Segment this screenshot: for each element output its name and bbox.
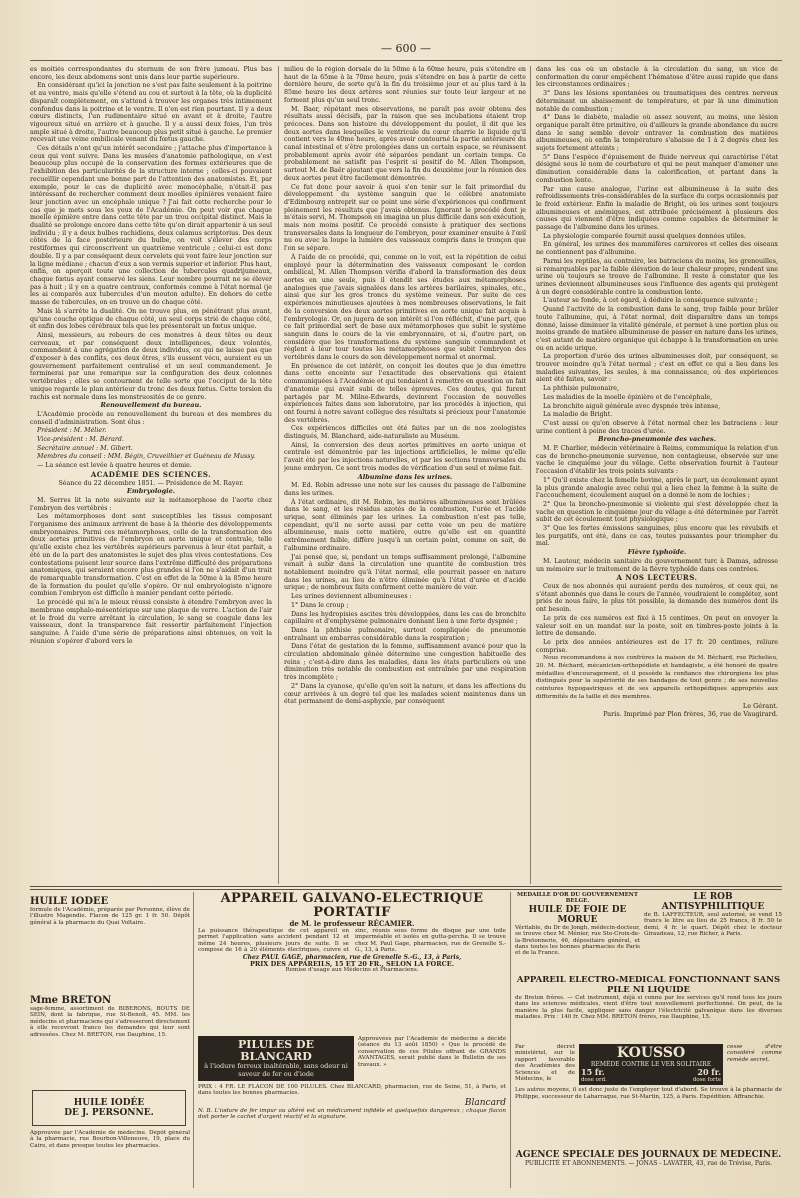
- ad-left-text: Par décret ministériel, sur le rapport favorable des Académies des Sciences et de Médecine, le: [515, 1044, 575, 1083]
- paragraph: Mais là s'arrête la dualité. On ne trouve plus, en pénétrant plus avant, qu'une couche optique de chaque côté, un seul corps strié de chaque côté, et enfin des lobes cérébraux tels que les présenterait un fœtus unique.: [30, 307, 272, 331]
- blancard-signature: Blancard: [464, 1097, 506, 1108]
- paragraph: Ces détails n'ont qu'un intérêt secondaire ; j'attache plus d'importance à ceux qui vont suivre. Dans les musées d'anatomie pathologique, on s'est beaucoup plus occupé de la conservation des formes extérieures que de l'exhibition des particularités de la structure interne ; celles-ci pouvaient recueillir cependant une bonne part de l'attention des anatomistes. Et, par exemple, pour le cas de duplicité avec monocéphalie, n'était-il pas intéressant de rechercher comment deux moelles épinières venaient faire leur jonction avec un encéphale unique ? J'ai fait cette recherche pour le cas que je mets sous les yeux de l'Académie. On peut voir que chaque moelle épinière entre dans cette tête par un trou occipital distinct. Mais la dualité se prolonge encore dans cette tête qu'on dirait appartenir à un seul individu ; il y a deux bulbes rachidiens, deux calamus scriptorius. Des deux côtés de la face postérieure du bulbe, on voit s'élever des corps restiformes qui circonscrivent un quatrième ventricule ; celui-ci est donc double. Il y a par conséquent deux cervelets qui vont faire leur jonction sur la ligne médiane ; chacun d'eux a son vermis superior et inferior. Plus haut, enfin, on aperçoit toute une collection de tubercules quadrijumeaux, chaque fœtus ayant conservé les siens. Leur nombre pourrait ne se élever pas à huit ; il y en a quatre centraux, conformés comme à l'état normal (je les ai comparés aux tubercules d'un mouton adulte). En dehors de cette masse de tubercules, on en trouve un de chaque côté.: [30, 145, 272, 307]
- paragraph: Le prix de ces numéros est fixé à 15 centimes. On peut en envoyer la valeur soit en un mandat sur la poste, soit en timbres-poste joints à la lettre de demande.: [536, 614, 778, 638]
- paragraph: dans les cas où un obstacle à la circulation du sang, un vice de conformation du cœur empêchent l'hématose d'être aussi rapide que dans les circonstances ordinaires ;: [536, 66, 778, 89]
- blancard-banner: [198, 1036, 354, 1081]
- paragraph: L'Académie procède au renouvellement du bureau et des membres du conseil d'administration. Sont élus :: [30, 410, 272, 426]
- ad-right-text: cesse d'être considéré comme remède secret.: [727, 1044, 782, 1063]
- ad-rule: [193, 892, 194, 1188]
- section-heading: ACADÉMIE DES SCIENCES.: [90, 469, 212, 479]
- ad-text: sage-femme, assortiment de BIBERONS, BOUTS DE SEIN, dont la fabrique, rue St-Benoît, 45. MM. les médecins et pharmaciens qui s'adresseront directement à elle recevront franco les demandes qui leur sont adressées. Chez M. BRETON, rue Dauphine, 15.: [30, 1006, 190, 1038]
- ad-text: formule de l'Académie, préparée par Personne, élève de l'illustre Magendie. Flacon de 125 gr. 1 fr. 50. Dépôt général à la pharmacie du Quai Voltaire.: [30, 907, 190, 926]
- list-item: La phthisie pulmonaire,: [543, 385, 620, 393]
- page-number: — 600 —: [381, 42, 431, 55]
- ad-breton: [30, 995, 190, 1085]
- list-item: La maladie de Bright.: [543, 411, 613, 419]
- session-subtitle: Séance du 22 décembre 1851. — Présidence de M. Rayer.: [58, 479, 244, 487]
- paragraph: M. Serres lit la note suivante sur la métamorphose de l'aorte chez l'embryon des vertébrés :: [30, 496, 272, 512]
- ad-title: APPAREIL GALVANO-ÉLECTRIQUE PORTATIF: [220, 892, 484, 920]
- paragraph: En présence de cet intérêt, on conçoit les doutes que je dus émettre dans cette enceinte sur l'exactitude des observations qui étaient communiquées à l'Académie et qui tendaient à remettre en question un fait d'anatomie qui avait subi de telles épreuves. Ces doutes, qui furent partagés par M. Milne-Edwards, devinrent l'occasion de nouvelles expériences faites dans son laboratoire, par les procédés à injection, qui ont fourni à notre savant collègue des résultats si précieux pour l'anatomie des vertébrés.: [284, 362, 526, 424]
- ad-price: PRIX : 4 FR. LE FLACON DE 100 PILULES. Chez BLANCARD, pharmacien, rue de Seine, 51, à Paris, et dans toutes les bonnes pharmacies.: [198, 1084, 506, 1097]
- paragraph: Les métamorphoses dont sont susceptibles les tissus composant l'organisme des animaux arrivent de base à la théorie des développements embryonnaires. Parmi ces métamorphoses, celle de la transformation des deux aortes primitives de l'embryon en aorte unique et centrale, telle qu'elle existe chez les vertébrés supérieurs parvenus à leur état parfait, a été un de la part des anatomistes le sujet des plus vives contestations. Ces contestations puisent leur source dans l'extrême difficulté des préparations anatomiques, qui seraient encore plus grandes si l'on ne s'aidait d'un trait de remarquable transformation. C'est en effet de la 50me à la 85me heure de la formation du poulet qu'elle s'opère. Or nul embryologiste n'ignore combien l'embryon est difficile à manier pendant cette période.: [30, 513, 272, 598]
- ad-subtitle: à l'iodure ferreux inaltérable, sans odeur ni saveur de fer ou d'iode: [204, 1062, 348, 1078]
- ad-text: La puissance thérapeutique de cet appareil en permet l'application sans accident pendant 12 et même 24 heures, plusieurs jours de suite. Il se compose de 16 à 20 éléments électriques, cuivre et zinc, réunis sous forme de disque par une toile imperméable et isolés en gutta-percha. Il se trouve chez M. Paul Gage, pharmacien, rue de Grenelle S.-G., 13, à Paris.: [198, 928, 506, 954]
- paragraph: 1° Dans le croup ;: [291, 601, 349, 609]
- paragraph: Par une cause analogue, l'urine est albumineuse à la suite des refroidissements très-considérables de la surface du corps occasionnés par le froid extérieur. Enfin la maladie de Bright, où les urines sont toujours albumineuses et anémiques, est attribuée précisément à plusieurs des causes qui viennent d'être indiquées comme capables de déterminer le passage de l'albumine dans les urines.: [536, 185, 778, 232]
- ad-title: AGENCE SPÉCIALE DES JOURNAUX DE MÉDECINE.: [515, 1150, 782, 1160]
- column-3: [536, 66, 778, 884]
- paragraph: Ainsi, la conversion des deux aortes primitives en aorte unique et centrale est démontrée par les injections artificielles, le même qu'elle l'avait été par les injections naturelles, et par les sections transversales du jeune embryon. Ce sont trois modes de vérification d'un seul et même fait.: [284, 441, 526, 472]
- paragraph: 2° Que la broncho-pneumonie si violente qui s'est développée chez la vache en question le cinquième jour du vêlage a été déterminée par l'arrêt subit de cet écoulement tout physiologique ;: [536, 500, 778, 524]
- election-president: Président : M. Mélier.: [37, 427, 107, 435]
- kousso-label-strong: dose forte: [692, 1077, 721, 1083]
- paragraph: 5° Dans l'espèce d'épuisement de fluide nerveux qui caractérise l'état désigné sous le nom de courbature et qui ne peut manquer d'amener une diminution considérable dans la calorification, et partant dans la combustion lente.: [536, 153, 778, 184]
- paragraph: Ces expériences difficiles ont été faites par un de nos zoologistes distingués, M. Blanchard, aide-naturaliste au Muséum.: [284, 425, 526, 441]
- ad-subtitle: REMÈDE CONTRE LE VER SOLITAIRE: [590, 1061, 712, 1068]
- ad-text: Les autres moyens, il est donc juste de l'employer tout d'abord. Se trouve à la pharmacie de Philippe, successeur de Labarraque, rue St-Martin, 125, à Paris. Expédition. Affranchie.: [515, 1087, 782, 1100]
- ad-title: Mme BRETON: [30, 995, 112, 1006]
- ad-title: LE ROB ANTISYPHILITIQUE: [661, 892, 765, 912]
- paragraph: es moitiés correspondantes du sternum de son frère jumeau. Plus bas encore, les deux abdomens sont unis dans leur partie supérieure.: [30, 66, 272, 81]
- election-council: Membres du conseil : MM. Bégin, Cruveilhier et Guéneau de Mussy.: [37, 453, 256, 461]
- ad-title: HUILE DE FOIE DE MORUE: [528, 904, 627, 925]
- ad-title: HUILE IODÉE DE J. PERSONNE.: [64, 1098, 154, 1118]
- ad-kousso: [515, 1044, 782, 1142]
- section-title: Renouvellement du bureau.: [100, 401, 202, 410]
- ad-huile-box-text: [30, 1130, 190, 1180]
- section-heading: A NOS LECTEURS.: [616, 573, 698, 583]
- kousso-label-ordinary: dose ord.: [581, 1077, 607, 1083]
- ad-rob: [644, 892, 782, 972]
- paragraph: Parmi les reptiles, au contraire, les batraciens du moins, les grenouilles, si remarquables par la faible élévation de leur chaleur propre, rendent une urine où toujours se trouve de l'albumine. Il reste à constater que les urines deviennent albumineuses sous l'influence des agents qui protègent à un degré considérable contre la combustion lente.: [536, 257, 778, 296]
- paragraph: Les urines deviennent albumineuses :: [291, 593, 412, 601]
- ad-huile-iodee: [30, 896, 190, 986]
- kousso-price-strong: 20 fr.: [697, 1067, 721, 1077]
- paragraph: Le prix des années antérieures est de 17 fr. 20 centimes, reliure comprise.: [536, 638, 778, 654]
- session-close: — La séance est levée à quatre heures et demie.: [37, 462, 192, 470]
- paragraph: J'ai pensé que, si, pendant un temps suffisamment prolongé, l'albumine venait à subir dans la circulation une quantité de combustion très notablement moindre qu'à l'état normal, elle pourrait passer en nature dans les urines, au lieu de n'être éliminée qu'à l'état d'urée et d'acide urique ; de nombreux faits confirment cette manière de voir.: [284, 553, 526, 592]
- ad-address: Chez PAUL GAGE, pharmacien, rue de Grenelle S.-G., 13, à Paris,: [242, 953, 462, 961]
- paragraph: M. P. Charlier, médecin vétérinaire à Reims, communique la relation d'un cas de broncho-pneumonie survenue, non contagieuse, observée sur une vache le cinquième jour du vêlage. Cette observation fournit à l'auteur l'occasion d'établir les trois points suivants :: [536, 445, 778, 476]
- paragraph: 3° Dans les lésions spontanées ou traumatiques des centres nerveux déterminant un abaissement de température, et par là une diminution notable de combustion ;: [536, 90, 778, 113]
- ad-subtitle: de M. le professeur RÉCAMIER.: [289, 919, 415, 928]
- paragraph: La physiologie comparée fournit aussi quelques données utiles.: [543, 232, 746, 240]
- paragraph: 2° Dans la cyanose, qu'elle qu'en soit la nature, et dans les affections du cœur arrivées à un degré tel que les malades soient maintenus dans un état permanent de demi-asphyxie, par conséquent: [284, 682, 526, 706]
- ad-remise: Remise d'usage aux Médecins et Pharmaciens.: [285, 967, 419, 974]
- ads-separator: [30, 886, 782, 890]
- kousso-price-ordinary: 15 fr.: [581, 1067, 605, 1077]
- paragraph: En général, les urines des mammifères carnivores et celles des oiseaux ne contiennent pas d'albumine.: [536, 241, 778, 257]
- paragraph: Dans la phthisie pulmonaire, surtout compliquée de pneumonie entraînant un embarras considérable dans la respiration ;: [284, 626, 526, 642]
- printer-line: Paris. Imprimé par Plon frères, 36, rue de Vaugirard.: [603, 710, 778, 719]
- paragraph: Dans les hydropisies ascites très développées, dans les cas de bronchite capillaire et d'emphysème pulmonaire donnant lieu à une forte dyspnée ;: [284, 610, 526, 626]
- paragraph: Ceux de nos abonnés qui auraient perdu des numéros, et ceux qui, ne s'étant abonnés que dans le cours de l'année, voudraient le compléter, sont priés de nous faire, le plus tôt possible, la demande des numéros dont ils ont besoin.: [536, 583, 778, 614]
- ad-note: N. B. L'iodure de fer impur ou altéré est un médicament infidèle et quelquefois dangereux ; chaque flacon doit porter le cachet d'argent réactif et la signature.: [198, 1107, 506, 1121]
- ad-title: APPAREIL ÉLECTRO-MÉDICAL FONCTIONNANT SANS PILE NI LIQUIDE: [516, 976, 781, 995]
- gerant-signature: Le Gérant.: [742, 701, 778, 710]
- paragraph: Ainsi, messieurs, au rebours de ces monstres à deux têtes ou deux cerveaux, et par conséquent deux intelligences, deux volontés, commandent à une agrégation de deux individus, ce qui ne laisse pas que d'exposer à des conflits, ces deux êtres, s'ils eussent vécu, auraient eu un gouvernement parfaitement centralisé et un seul commandement. Je terminerai par une remarque sur la configuration des deux colonnes vertébrales ; elles se contournent de telle sorte que l'occiput de la tête unique regarde le plan antérieur du tronc des deux fœtus. Cette torsion du rachis est normale dans les monstruosités de ce genre.: [30, 331, 272, 401]
- column-1: [30, 66, 272, 884]
- paragraph: À l'état ordinaire, dit M. Robin, les matières albumineuses sont brûlées dans le sang, et les résidus azotés de la combustion, l'urée et l'acide urique, sont éliminés par les urines. La combustion n'est pas telle, cependant, qu'il ne sorte aussi par cette voie un peu de matière albumineuse, mais cette matière, outre qu'elle est en quantité extrêmement faible, diffère jusqu'à un certain point, comme on sait, de l'albumine ordinaire.: [284, 498, 526, 552]
- ad-rule: [510, 892, 511, 1188]
- paragraph: 3° Que les fortes émissions sanguines, plus encore que les révulsifs et les purgatifs, ont été, dans ce cas, toutes puissantes pour triompher du mal.: [536, 525, 778, 548]
- ad-text: Véritable, du Dr de Jongh, médecin-docteur, se trouve chez M. Ménier, rue Ste-Croix-de-la-Bretonnerie, 46, dépositaire général, et dans toutes les bonnes pharmacies de Paris et de la France.: [515, 924, 640, 957]
- paragraph: Quand l'activité de la combustion dans le sang, trop faible pour brûler toute l'albumine, qui, à l'état normal, doit disparaître dans un temps donné, laisse diminuer la vitalité générale, et permet à une portion plus ou moins grande de matière albumineuse de passer en nature dans les urines, c'est autant de matière organique qui échappe à la transformation en urée ou en acide urique.: [536, 306, 778, 352]
- section-title: Albumine dans les urines.: [357, 472, 453, 481]
- election-vice: Vice-président : M. Bérard.: [37, 436, 124, 444]
- section-title: Fièvre typhoïde.: [627, 548, 687, 557]
- ad-title: HUILE IODÉE: [30, 896, 109, 907]
- page-header: [30, 40, 782, 61]
- ad-galvano: [198, 892, 506, 1032]
- section-title: Broncho-pneumonie des vaches.: [598, 435, 716, 444]
- ad-huile-morue: [515, 892, 640, 972]
- paragraph: M. Ed. Robin adresse une note sur les causes du passage de l'albumine dans les urines.: [284, 482, 526, 497]
- list-item: La bronchite aiguë générale avec dyspnée très intense,: [543, 402, 721, 410]
- paragraph: À l'aide de ce procédé, qui, comme on le voit, est la répétition de celui employé pour la détermination des vaisseaux composant le cordon ombilical, M. Allen Thompson vérifia d'abord la transformation des deux aortes en une seule, puis il étendit ses études aux métamorphoses analogues que j'avais signalées dans les artères barilaires, spinales, etc., ainsi que sur les gros troncs du système veineux. Par suite de ces expériences minutieuses ajoutées à mes nombreuses observations, le fait de la conversion des deux aortes primitives en aorte unique fait acquis à l'embryologie. Or, on jugera de son intérêt si l'on réfléchit, d'une part, que ce fait primordial sert de base aux métamorphoses que subit le système sanguin dans le cours de la vie embryonnaire, et si, d'autre part, on considère que les transformations du système sanguin commandent et règlent à leur tour toutes les métamorphoses que subit l'embryon des vertébrés dans le cours de son développement normal et anormal.: [284, 253, 526, 362]
- ad-blancard: [198, 1036, 506, 1186]
- paragraph: C'est aussi ce qu'on observe à l'état normal chez les batraciens : leur urine contient à peine des traces d'urée.: [536, 419, 778, 435]
- paragraph: Dans l'état de gestation de la femme, suffisamment avancé pour que la circulation abdominale gênée détermine une congestion habituelle des reins ; c'est-à-dire dans les maladies, dans les états particuliers où une diminution très notable de combustion est entraînée par une respiration très incomplète ;: [284, 643, 526, 682]
- ad-text: Approuvées par l'Académie de médecine à décidé (séance du 13 août 1850) « Que le procédé de conservation de ces Pilules offrant de GRANDS AVANTAGES, serait publié dans le Bulletin de ses travaux. »: [358, 1036, 506, 1068]
- paragraph: Le procédé qui m'a le mieux réussi consiste à étendre l'embryon avec la membrane omphalo-mésentérique sur une plaque de verre. L'action de l'air et le froid du verre arrêtant la circulation, le sang se coagule dans les vaisseaux, dont la transparence fait ressortir parfaitement l'injection sanguine. À l'aide d'une série de préparations ainsi obtenues, on voit la réunion s'opérer d'abord vers le: [30, 599, 272, 645]
- ad-text: de B. LAFFECTEUR, seul autorisé, se vend 15 francs le litre au lieu de 25 francs, 8 fr. 50 le demi, 4 fr. le quart. Dépôt chez le docteur Giraudeau, 12, rue Richer, à Paris.: [644, 912, 782, 938]
- ad-electro: [515, 976, 782, 1040]
- ad-huile-box: [32, 1090, 186, 1126]
- list-item: Les maladies de la moelle épinière et de l'encéphale,: [543, 393, 713, 401]
- paragraph: M. Lautour, médecin sanitaire du gouvernement turc à Damas, adresse un mémoire sur le traitement de la fièvre typhoïde dans ces contrées.: [536, 557, 778, 573]
- column-2: [284, 66, 526, 884]
- ad-text: Approuvée par l'Académie de médecine. Dépôt général à la pharmacie, rue Bourbon-Villeneuve, 19, place du Caire, et dans presque toutes les pharmacies.: [30, 1130, 190, 1149]
- advertorial: Nous recommandons à nos confrères la maison de M. Béchard, rue Richelieu, 20. M. Béchard, mécanicien-orthopédiste et bandagiste, a été honoré de quatre médailles d'encouragement, et il possède la confiance des chirurgiens les plus distingués pour la supériorité de ses bandages de tout genre ; de ses nouvelles ceintures hypogastriques et de ses appareils orthopédiques appropriés aux difformités de la taille et des membres.: [536, 655, 778, 700]
- ad-price: PRIX DES APPAREILS, 15 ET 20 FR., SELON LA FORCE.: [249, 960, 455, 969]
- paragraph: 1° Qu'il existe chez la femelle bovine, après le part, un écoulement ayant la plus grande analogie avec celui qui a lieu chez la femme à la suite de l'accouchement, écoulement auquel on a donné le nom de lochies ;: [536, 476, 778, 500]
- ad-title: PILULES DE BLANCARD: [238, 1038, 314, 1063]
- paragraph: La proportion d'urée des urines albumineuses doit, par conséquent, se trouver moindre qu'à l'état normal ; c'est en effet ce qui a lieu dans les maladies suivantes, les seules, à ma connaissance, où des expériences aient été faites, savoir :: [536, 353, 778, 384]
- paragraph: M. Baer, répétant mes observations, ne paraît pas avoir obtenu des résultats aussi décisifs, par la raison que ses incubations étaient trop précoces. Dans son histoire du développement du poulet, il dit que les deux aortes dans lesquelles le ventricule du cœur charrie le liquide qu'il contient vers le 40me heure, après avoir contourné la partie antérieure du canal intestinal et s'être prolongées dans un certain espace, se réunissent probablement après avoir été séparées pendant un certain temps. Ce probablement ne satisfit pas l'esprit si positif de M. Allen Thompson, surtout M. de Baër ajoutant que vers la fin du deuxième jour la réunion des deux aortes peut être facilement démontrée.: [284, 105, 526, 182]
- paragraph: milieu de la région dorsale de la 50me à la 60me heure, puis s'étendre en haut de la 65me à la 70me heure, puis s'étendre en bas à partir de cette dernière heure, de sorte qu'à la fin du troisième jour et au plus tard à la 85me heure les deux artères sont réunies sur toute leur largeur et ne forment plus qu'un seul tronc.: [284, 66, 526, 104]
- ad-medal: MÉDAILLE D'OR DU GOUVERNEMENT BELGE.: [517, 892, 638, 905]
- paragraph: L'auteur se fonde, à cet égard, à déduire la conséquence suivante ;: [543, 297, 758, 305]
- ad-agence: [515, 1150, 782, 1186]
- ad-text: de Breton frères. — Cet instrument, déjà si connu par les services qu'il rend tous les jours dans les sciences médicales, vient d'être tout nouvellement perfectionné. On peut, de la manière la plus facile, appliquer sans danger l'électricité galvanique dans les diverses maladies. Prix : 140 fr. Chez MM. BRETON frères, rue Dauphine, 15.: [515, 995, 782, 1021]
- election-secretary: Secrétaire annuel : M. Gibert.: [37, 444, 133, 452]
- paragraph: 4° Dans le diabète, maladie où assez souvent, au moins, une lésion organique paraît être primitive, où d'ailleurs la grande abondance du sucre dans le sang semble devoir entraver la combustion des matières albumineuses, où enfin la température s'abaisse de 1 à 2 degrés chez les sujets fortement atteints ;: [536, 114, 778, 153]
- column-rule: [278, 66, 279, 884]
- kousso-banner: [579, 1044, 723, 1085]
- ad-title: KOUSSO: [616, 1045, 686, 1061]
- column-rule: [530, 66, 531, 884]
- ad-subtitle: PUBLICITÉ ET ABONNEMENTS. — JONAS - LAVATER, 43, rue de Trévise, Paris.: [524, 1160, 773, 1167]
- paragraph: En considérant qu'ici la jonction ne s'est pas faite seulement à la poitrine et au ventre, mais qu'elle s'étend au cou et surtout à la tête, où la duplicité disparaît complètement, on s'attend à trouver les organes très intimement confondus dans la poitrine et le ventre. Il n'en est rien pourtant. Il y a deux cœurs distincts, l'un rudimentaire situé en avant et à droite, l'autre vigoureux situé en arrière et à gauche. Il y a aussi deux foies, l'un très ample situé à droite, l'autre beaucoup plus petit situé à gauche. Le premier recevait une veine ombilicale venant du fœtus gauche.: [30, 82, 272, 144]
- section-title: Embryologie.: [126, 487, 176, 496]
- paragraph: Ce fut donc pour savoir à quoi s'en tenir sur le fait primordial du développement du système sanguin que le célèbre anatomiste d'Edimbourg entreprit sur ce point une série d'expériences qui confirment pleinement les résultats que j'avais obtenus. Ignorant le procédé dont je m'étais servi, M. Thompson en imagina un plus difficile dans son exécution, mais non moins positif. Ce procédé consiste à pratiquer des sections transversales dans la longueur de l'embryon, pour examiner ensuite à l'œil nu ou avec la loupe la lumière des vaisseaux compris dans le tronçon que l'on se sépare.: [284, 183, 526, 253]
